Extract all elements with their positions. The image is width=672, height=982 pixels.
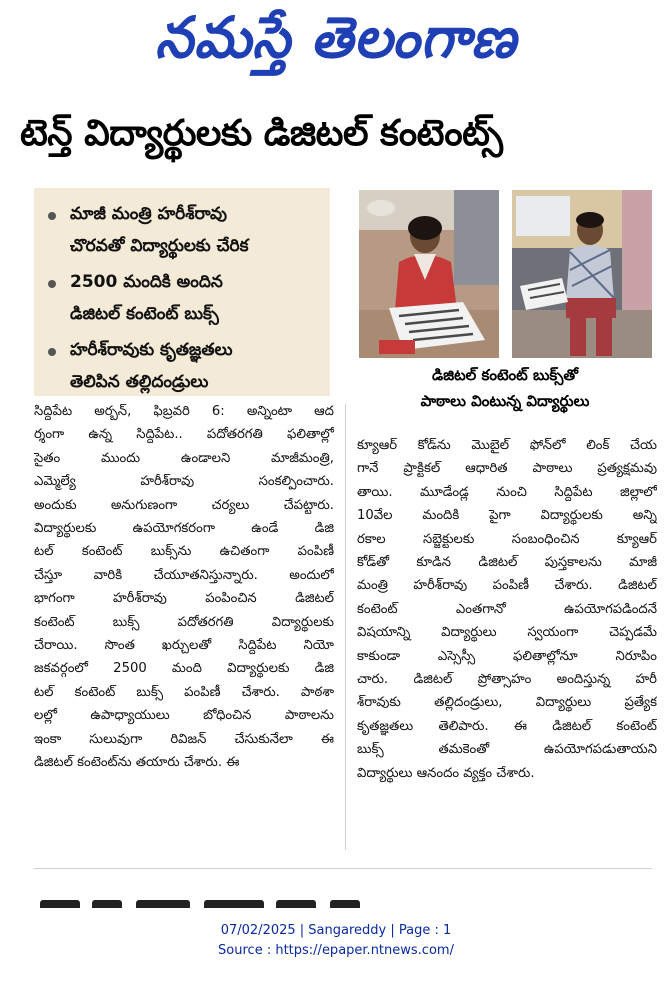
body-line: రకాల సబ్జెక్టులకు సంబంధించిన క్యూఆర్ [357,531,657,547]
body-line: జకవర్గంలో 2500 మంది విద్యార్థులకు డిజి [34,661,334,677]
body-line: గానే ప్రాక్టికల్ ఆధారిత పాఠాలు ప్రత్యక్షమవు [357,461,657,477]
body-line: కాకుండా ఎస్సెస్సీ ఫలితాల్లోనూ నిరూపిం [357,648,657,664]
next-article-cutoff [40,894,370,908]
masthead [0,4,672,74]
highlight-item [48,198,322,262]
caption-line: డిజిటల్ కంటెంట్ బుక్స్‌తో [432,366,578,384]
photo-girl-reading [359,190,499,358]
photo-boy-reading [512,190,652,358]
body-line: విషయాన్ని విద్యార్థులు స్వయంగా చెప్పడమే [357,625,657,641]
body-line: విద్యార్థులు ఆనందం వ్యక్తం చేశారు. [357,765,535,781]
body-line: విద్యార్థులకు ఉపయోగకరంగా ఉండే డిజి [34,521,334,537]
highlight-item [48,334,322,398]
article-body-right-column [357,434,657,854]
body-line: చేరాయి. సొంత ఖర్చులతో సిద్దిపేట నియో [34,638,334,654]
article-headline: టెన్త్ విద్యార్థులకు డిజిటల్ కంటెంట్స్ [20,113,503,154]
masthead-title: నమస్తే తెలంగాణ [155,4,517,71]
body-line: ఎమ్మెల్యే హరీశ్‌రావు సంకల్పించారు. [34,474,334,490]
bullet-icon [48,348,56,356]
body-line: కంటెంట్ బుక్స్ పదోతరగతి విద్యార్థులకు [34,614,334,630]
highlight-line: మాజీ మంత్రి హరీశ్‌రావు [70,204,227,224]
body-line: కంటెంట్ ఎంతగానో ఉపయోగపడిందనే [357,601,657,617]
highlight-line: తెలిపిన తల్లిదండ్రులు [70,372,209,392]
body-line: డిజిటల్ కంటెంట్‌ను తయారు చేశారు. ఈ [34,755,240,771]
footer-source: Source : https://epaper.ntnews.com/ [218,943,454,958]
body-line: క్యూఆర్ కోడ్‌ను మొబైల్ ఫోన్‌లో లింక్ చేయ [357,438,657,453]
body-line: 10వేల మందికి పైగా విద్యార్థులకు అన్ని [357,508,657,524]
highlight-item [48,266,322,330]
photo-caption [380,362,630,414]
bullet-icon [48,280,56,288]
highlight-line: డిజిటల్ కంటెంట్ బుక్స్ [70,304,219,324]
body-line: తాయి. మూడేండ్ల నుంచి సిద్దిపేట జిల్లాలో [357,484,657,500]
body-line: టల్ కంటెంట్ బుక్స్‌ను ఉచితంగా పంపిణీ [34,544,334,560]
highlight-line: 2500 మందికి అందిన [70,272,223,292]
body-line: లల్లో ఉపాధ్యాయులు బోధించిన పాఠాలను [34,708,334,724]
body-line: మంత్రి హరీశ్‌రావు పంపిణీ చేశారు. డిజిటల్ [357,578,657,594]
bullet-icon [48,212,56,220]
page-footer [0,921,672,961]
body-line: టల్ కంటెంట్ బుక్స్ పంపిణీ చేశారు. పాఠశా [34,684,334,700]
body-line: కోడ్‌తో కూడిన డిజిటల్ పుస్తకాలను మాజీ [357,555,657,571]
body-line: కృతజ్ఞతలు తెలిపారు. ఈ డిజిటల్ కంటెంట్ [357,718,657,734]
highlights-box [34,188,330,396]
body-line: సిద్దిపేట అర్బన్, ఫిబ్రవరి 6: అన్నింటా ఆద [34,404,334,419]
article-body-left-column [34,400,334,850]
column-divider [345,404,346,850]
body-line: భాగంగా హరీశ్‌రావు పంపించిన డిజిటల్ [34,591,334,607]
body-line: శ్‌రావుకు తల్లిదండ్రులు, విద్యార్థులు ప్రత్యేక [357,695,657,711]
highlight-line: చొరవతో విద్యార్థులకు చేరిక [70,236,249,256]
caption-line: పాఠాలు వింటున్న విద్యార్థులు [420,392,590,410]
body-line: బుక్స్ తమకెంతో ఉపయోగపడుతాయని [357,742,657,758]
footer-date-edition: 07/02/2025 | Sangareddy | Page : 1 [220,923,452,938]
body-line: సైతం ముందు ఉండాలని మాజీమంత్రి, [34,450,334,466]
body-line: చేస్తూ వారికి చేయూతనిస్తున్నారు. అందులో [34,567,334,583]
body-line: అందుకు అనుగుణంగా చర్యలు చేపట్టారు. [34,497,334,513]
section-divider [34,868,652,869]
body-line: ర్శంగా ఉన్న సిద్దిపేట.. పదోతరగతి ఫలితాల్లో [34,427,334,443]
highlight-line: హరీశ్‌రావుకు కృతజ్ఞతలు [70,340,233,360]
body-line: ఇంకా సులువుగా రివిజన్ చేసుకునేలా ఈ [34,731,334,747]
body-line: చారు. డిజిటల్ ప్రోత్సాహం అందిస్తున్న హరీ [357,672,657,688]
